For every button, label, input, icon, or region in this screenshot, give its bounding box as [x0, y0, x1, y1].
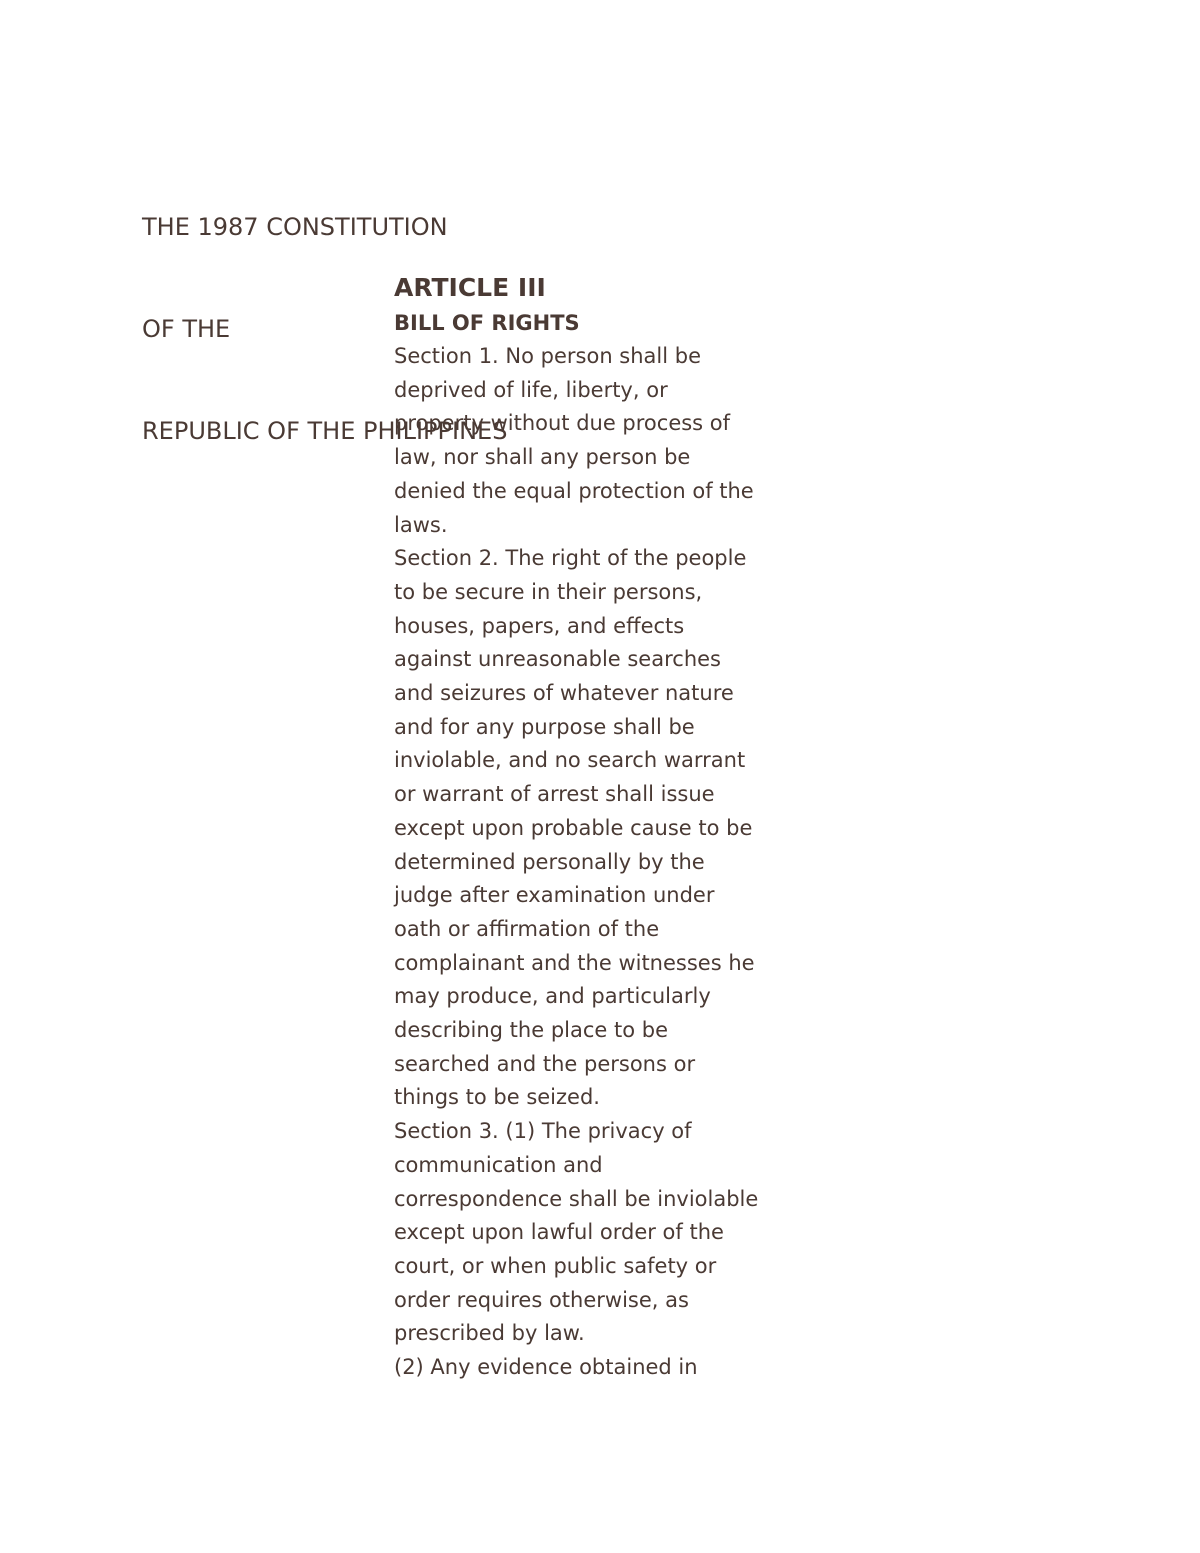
body-line: correspondence shall be inviolable — [394, 1186, 759, 1211]
body-line: houses, papers, and effects — [394, 613, 685, 638]
article-body — [394, 340, 814, 1385]
body-line: court, or when public safety or — [394, 1253, 717, 1278]
title-line-1: THE 1987 CONSTITUTION — [142, 213, 448, 241]
body-line: Section 2. The right of the people — [394, 546, 747, 571]
body-line: Section 3. (1) The privacy of — [394, 1119, 692, 1144]
body-line: and seizures of whatever nature — [394, 681, 734, 706]
body-line: inviolable, and no search warrant — [394, 748, 746, 773]
body-line: or warrant of arrest shall issue — [394, 782, 715, 807]
body-line: against unreasonable searches — [394, 647, 721, 672]
body-line: deprived of life, liberty, or — [394, 377, 668, 402]
body-line: things to be seized. — [394, 1085, 600, 1110]
body-line: laws. — [394, 512, 448, 537]
body-line: property without due process of — [394, 411, 731, 436]
body-line: judge after examination under — [394, 883, 715, 908]
title-line-3: REPUBLIC OF THE PHILIPPINES — [142, 417, 508, 445]
body-line: denied the equal protection of the — [394, 478, 754, 503]
body-line: law, nor shall any person be — [394, 445, 691, 470]
article-heading: ARTICLE III — [394, 273, 546, 302]
body-line: prescribed by law. — [394, 1321, 585, 1346]
body-line: order requires otherwise, as — [394, 1287, 689, 1312]
article-subheading: BILL OF RIGHTS — [394, 311, 580, 335]
title-line-2: OF THE — [142, 315, 231, 343]
body-line: searched and the persons or — [394, 1051, 696, 1076]
body-line: communication and — [394, 1152, 603, 1177]
body-line: oath or affirmation of the — [394, 916, 660, 941]
body-line: (2) Any evidence obtained in — [394, 1355, 698, 1380]
body-line: and for any purpose shall be — [394, 714, 695, 739]
body-line: may produce, and particularly — [394, 984, 711, 1009]
body-line: except upon lawful order of the — [394, 1220, 724, 1245]
body-line: complainant and the witnesses he — [394, 950, 755, 975]
article-section — [394, 270, 814, 1385]
body-line: determined personally by the — [394, 849, 705, 874]
body-line: except upon probable cause to be — [394, 815, 753, 840]
body-line: describing the place to be — [394, 1018, 669, 1043]
body-line: Section 1. No person shall be — [394, 344, 702, 368]
body-line: to be secure in their persons, — [394, 579, 703, 604]
